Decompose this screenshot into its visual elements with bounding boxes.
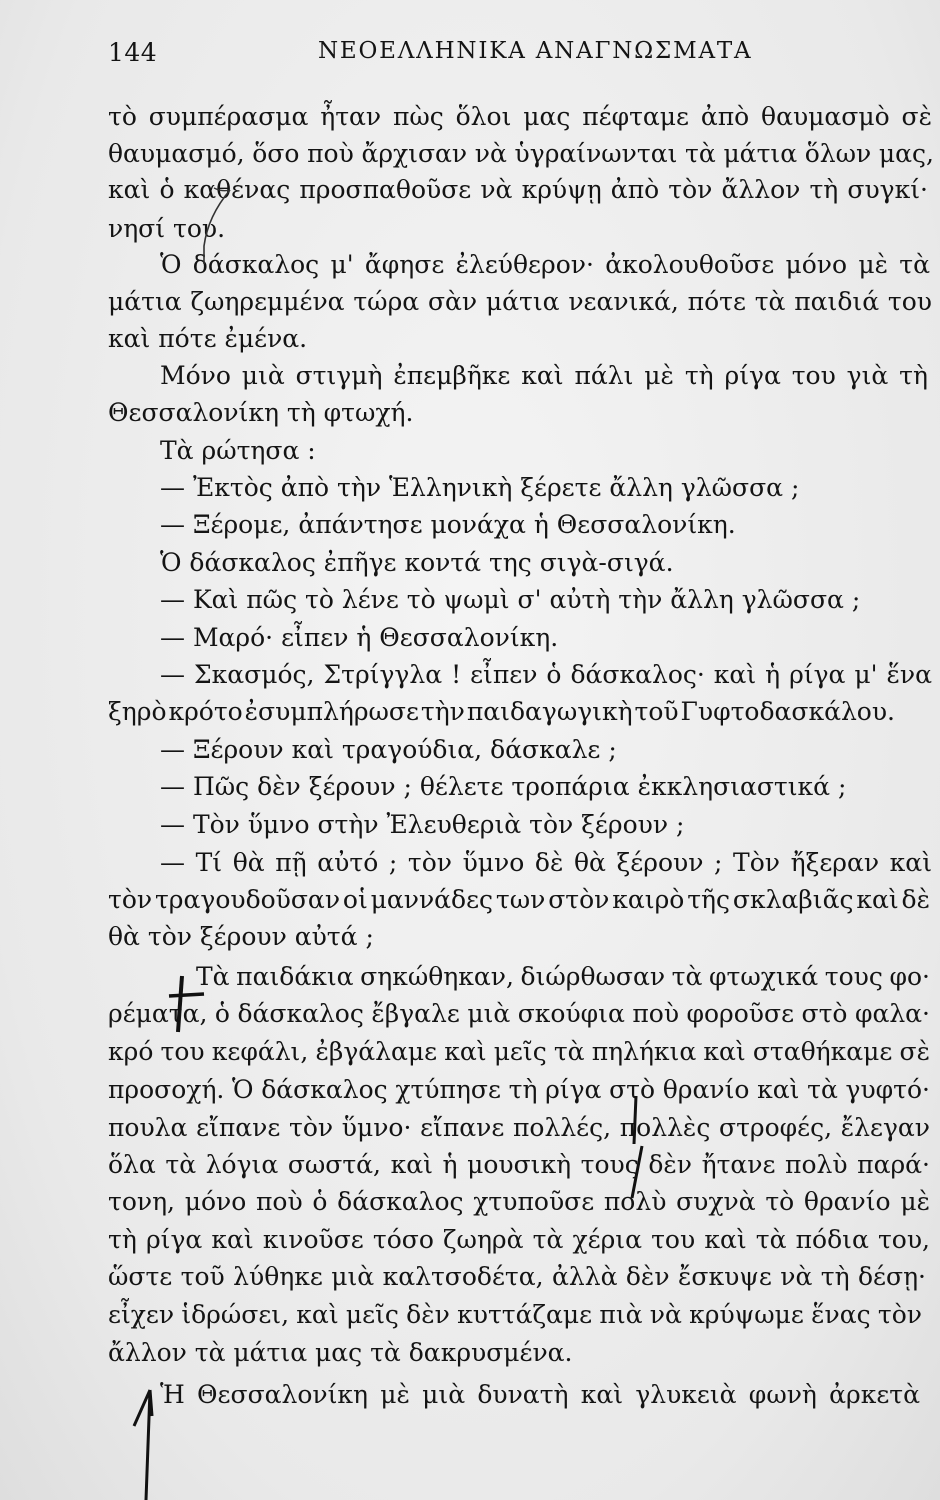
running-head: ΝΕΟΕΛΛΗΝΙΚΑ ΑΝΑΓΝΩΣΜΑΤΑ [318, 38, 753, 64]
text-line: τονη, μόνο ποὺ ὁ δάσκαλος χτυποῦσε πολὺ συχνὰ τὸ θρανίο μὲ [108, 1187, 930, 1216]
text-line: Ὁ δάσκαλος ἐπῆγε κοντά της σιγὰ-σιγά. [160, 548, 674, 577]
text-line: προσοχή. Ὁ δάσκαλος χτύπησε τὴ ρίγα στὸ θρανίο καὶ τὰ γυφτό· [108, 1075, 930, 1104]
text-line: μάτια ζωηρεμμένα τώρα σὰν μάτια νεανικά, πότε τὰ παιδιά του [108, 287, 932, 316]
text-line: — Ξέρουν καὶ τραγούδια, δάσκαλε ; [160, 735, 617, 764]
text-line: Τὰ παιδάκια σηκώθηκαν, διώρθωσαν τὰ φτωχικά τους φο· [196, 962, 930, 991]
arrow-mark-icon [126, 1386, 176, 1500]
text-line: καὶ πότε ἐμένα. [108, 324, 308, 353]
text-line: — Σκασμός, Στρίγγλα ! εἶπεν ὁ δάσκαλος· καὶ ἡ ρίγα μ' ἕνα [160, 660, 932, 689]
text-line: Ὁ δάσκαλος μ' ἄφησε ἐλεύθερον· ἀκολουθοῦσε μόνο μὲ τὰ [160, 250, 930, 279]
text-line: Ἡ Θεσσαλονίκη μὲ μιὰ δυνατὴ καὶ γλυκειὰ φωνὴ ἀρκετὰ [160, 1380, 920, 1409]
text-line: πουλα εἴπανε τὸν ὕμνο· εἴπανε πολλές, πολλὲς στροφές, ἔλεγαν [108, 1113, 930, 1142]
text-line: — Μαρό· εἶπεν ἡ Θεσσαλονίκη. [160, 623, 559, 652]
text-line: Τὰ ρώτησα : [160, 436, 316, 465]
text-line: τὸν τραγουδοῦσαν οἱ μαννάδες των στὸν καιρὸ τῆς σκλαβιᾶς καὶ δὲ [108, 885, 930, 914]
pencil-line-icon [620, 1094, 650, 1204]
cross-mark-icon [168, 974, 208, 1034]
text-line: ὥστε τοῦ λύθηκε μιὰ καλτσοδέτα, ἀλλὰ δὲν ἔσκυψε νὰ τὴ δέσῃ· [108, 1262, 926, 1291]
text-line: εἶχεν ἱδρώσει, καὶ μεῖς δὲν κυττάζαμε πιὰ νὰ κρύψωμε ἕνας τὸν [108, 1300, 922, 1329]
text-line: — Πῶς δὲν ξέρουν ; θέλετε τροπάρια ἐκκλησιαστικά ; [160, 772, 847, 801]
text-line: καὶ ὁ καθένας προσπαθοῦσε νὰ κρύψῃ ἀπὸ τὸν ἄλλον τὴ συγκί· [108, 175, 928, 204]
text-line: Μόνο μιὰ στιγμὴ ἐπεμβῆκε καὶ πάλι μὲ τὴ ρίγα του γιὰ τὴ [160, 361, 928, 390]
text-line: Θεσσαλονίκη τὴ φτωχή. [108, 398, 414, 427]
text-line: — Καὶ πῶς τὸ λένε τὸ ψωμὶ σ' αὐτὴ τὴν ἄλλη γλῶσσα ; [160, 585, 861, 614]
text-line: τὸ συμπέρασμα ἦταν πὼς ὅλοι μας πέφταμε ἀπὸ θαυμασμὸ σὲ [108, 102, 932, 131]
text-line: νησί του. [108, 214, 226, 243]
text-line: ρέματα, ὁ δάσκαλος ἔβγαλε μιὰ σκούφια ποὺ φοροῦσε στὸ φαλα· [108, 999, 931, 1028]
text-line: ξηρὸ κρότο ἐσυμπλήρωσε τὴν παιδαγωγικὴ τοῦ Γυφτοδασκάλου. [108, 697, 895, 726]
text-line: — Τί θὰ πῇ αὐτό ; τὸν ὕμνο δὲ θὰ ξέρουν ; Τὸν ἤξεραν καὶ [160, 848, 932, 877]
text-line: ὅλα τὰ λόγια σωστά, καὶ ἡ μουσικὴ τους δὲν ἤτανε πολὺ παρά· [108, 1150, 930, 1179]
text-line: τὴ ρίγα καὶ κινοῦσε τόσο ζωηρὰ τὰ χέρια του καὶ τὰ πόδια του, [108, 1225, 930, 1254]
text-line: — Ἐκτὸς ἀπὸ τὴν Ἑλληνικὴ ξέρετε ἄλλη γλῶσσα ; [160, 473, 800, 502]
text-line: θαυμασμό, ὅσο ποὺ ἄρχισαν νὰ ὑγραίνωνται τὰ μάτια ὅλων μας, [108, 139, 934, 168]
text-line: — Ξέρομε, ἀπάντησε μονάχα ἡ Θεσσαλονίκη. [160, 510, 736, 539]
text-line: ἄλλον τὰ μάτια μας τὰ δακρυσμένα. [108, 1338, 573, 1367]
text-line: κρό του κεφάλι, ἐβγάλαμε καὶ μεῖς τὰ πηλήκια καὶ σταθήκαμε σὲ [108, 1037, 930, 1066]
page-number: 144 [108, 38, 158, 67]
text-line: θὰ τὸν ξέρουν αὐτά ; [108, 922, 374, 951]
text-line: — Τὸν ὕμνο στὴν Ἐλευθεριὰ τὸν ξέρουν ; [160, 810, 685, 839]
pencil-mark-icon [190, 186, 250, 266]
